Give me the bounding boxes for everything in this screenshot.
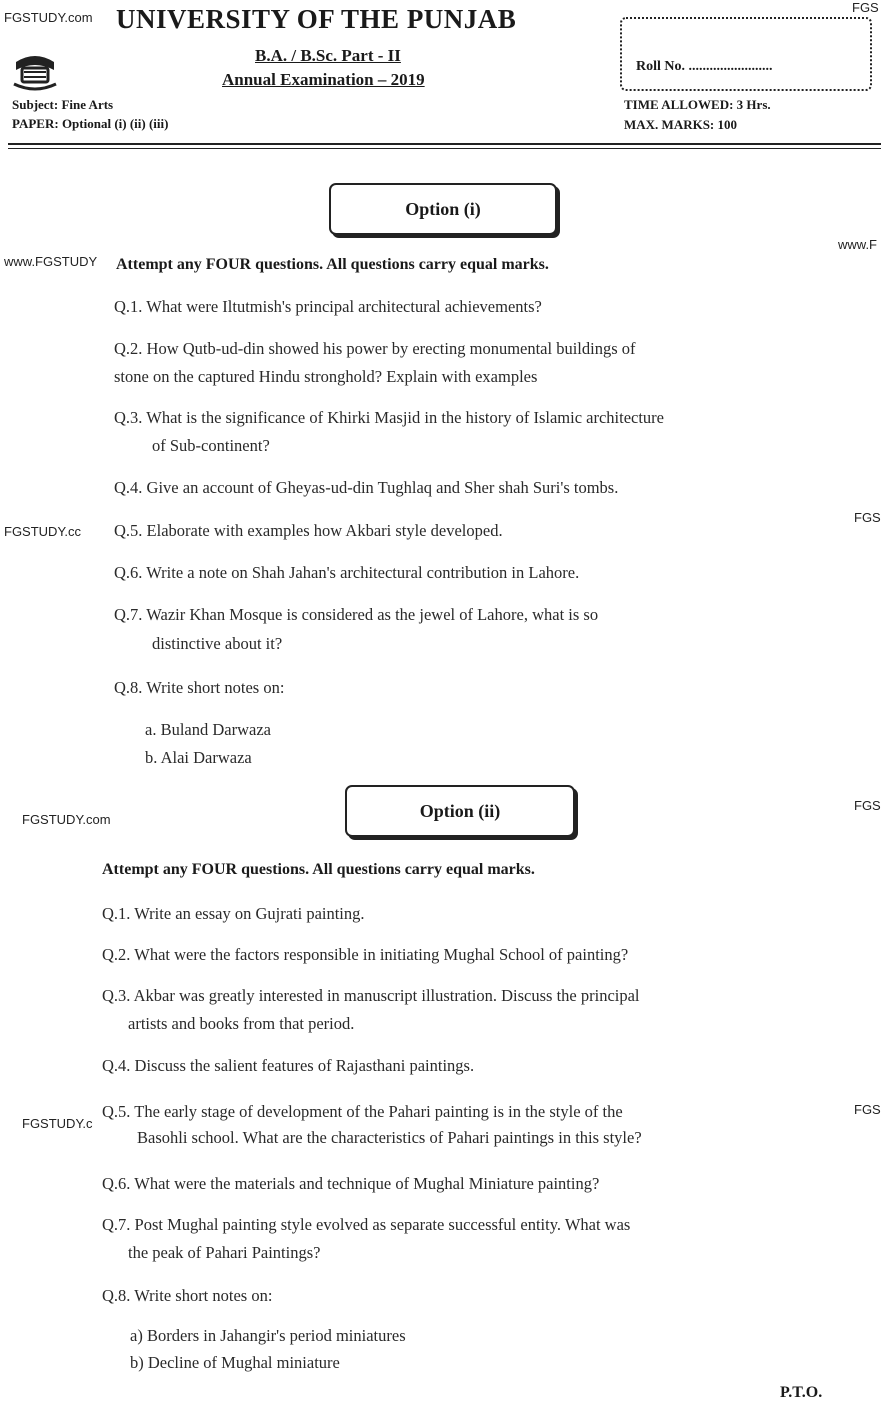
watermark-left-3: FGSTUDY.com <box>22 812 111 827</box>
option-2-subitem-a: a) Borders in Jahangir's period miniatures <box>130 1326 406 1345</box>
university-title: UNIVERSITY OF THE PUNJAB <box>116 4 517 34</box>
degree-label: B.A. / B.Sc. Part - II <box>255 46 401 65</box>
watermark-right-4: FGS <box>854 1102 881 1117</box>
option-2-question-1: Q.1. Write an essay on Gujrati painting. <box>102 904 365 923</box>
roll-number-box <box>620 17 872 91</box>
option-1-heading <box>329 183 557 235</box>
option-2-question-7: Q.7. Post Mughal painting style evolved as separate successful entity. What was <box>102 1215 631 1234</box>
option-2-question-5: Q.5. The early stage of development of the Pahari painting is in the style of the <box>102 1102 623 1121</box>
option-2-title: Option (ii) <box>419 800 501 821</box>
option-1-question-5: Q.5. Elaborate with examples how Akbari style developed. <box>114 521 503 540</box>
roll-number-field: Roll No. ........................ <box>636 59 773 74</box>
option-2-question-3: Q.3. Akbar was greatly interested in manuscript illustration. Discuss the principal <box>102 986 640 1005</box>
option-2-subitem-b: b) Decline of Mughal miniature <box>130 1353 340 1372</box>
option-2-question-8: Q.8. Write short notes on: <box>102 1286 273 1305</box>
option-1-question-2-cont: stone on the captured Hindu stronghold? Explain with examples <box>114 367 538 386</box>
watermark-top-right: FGS <box>852 0 879 15</box>
time-allowed: TIME ALLOWED: 3 Hrs. <box>624 97 771 112</box>
watermark-left-2: FGSTUDY.cc <box>4 524 82 539</box>
option-1-subitem-b: b. Alai Darwaza <box>145 748 252 767</box>
watermark-left-1: www.FGSTUDY <box>4 254 98 269</box>
option-2-question-2: Q.2. What were the factors responsible in initiating Mughal School of painting? <box>102 945 629 964</box>
option-1-question-7: Q.7. Wazir Khan Mosque is considered as the jewel of Lahore, what is so <box>114 605 599 624</box>
option-2-question-6: Q.6. What were the materials and technique of Mughal Miniature painting? <box>102 1174 600 1193</box>
option-1-question-2: Q.2. How Qutb-ud-din showed his power by erecting monumental buildings of <box>114 339 636 358</box>
header-divider-top <box>8 143 881 145</box>
option-2-heading <box>345 785 575 837</box>
option-1-question-6: Q.6. Write a note on Shah Jahan's architectural contribution in Lahore. <box>114 563 580 582</box>
subject-label: Subject: Fine Arts <box>12 97 114 112</box>
option-1-subitem-a: a. Buland Darwaza <box>145 720 271 739</box>
watermark-right-2: FGS <box>854 510 881 525</box>
option-2-question-4: Q.4. Discuss the salient features of Rajasthani paintings. <box>102 1056 475 1075</box>
option-1-instruction: Attempt any FOUR questions. All questions carry equal marks. <box>116 256 549 273</box>
option-1-question-3-cont: of Sub-continent? <box>152 436 270 455</box>
max-marks: MAX. MARKS: 100 <box>624 117 738 132</box>
option-2-instruction: Attempt any FOUR questions. All questions carry equal marks. <box>102 861 535 878</box>
option-1-title: Option (i) <box>405 198 481 219</box>
university-crest-icon <box>10 48 60 92</box>
option-1-question-1: Q.1. What were Iltutmish's principal architectural achievements? <box>114 297 542 316</box>
option-1-question-4: Q.4. Give an account of Gheyas-ud-din Tughlaq and Sher shah Suri's tombs. <box>114 478 619 497</box>
watermark-right-1: www.F <box>838 237 877 252</box>
page-turn-indicator: P.T.O. <box>780 1384 823 1401</box>
option-2-question-5-cont: Basohli school. What are the characteristics of Pahari paintings in this style? <box>137 1128 642 1147</box>
option-2-question-3-cont: artists and books from that period. <box>128 1014 355 1033</box>
option-1-question-8: Q.8. Write short notes on: <box>114 678 285 697</box>
watermark-left-4: FGSTUDY.c <box>22 1116 93 1131</box>
watermark-right-3: FGS <box>854 798 881 813</box>
option-1-question-7-cont: distinctive about it? <box>152 634 283 653</box>
header-divider-bottom <box>8 148 881 149</box>
exam-label: Annual Examination – 2019 <box>222 70 425 89</box>
watermark-top-left: FGSTUDY.com <box>4 10 93 25</box>
option-1-question-3: Q.3. What is the significance of Khirki Masjid in the history of Islamic architecture <box>114 408 665 427</box>
option-2-question-7-cont: the peak of Pahari Paintings? <box>128 1243 321 1262</box>
paper-label: PAPER: Optional (i) (ii) (iii) <box>12 116 169 131</box>
